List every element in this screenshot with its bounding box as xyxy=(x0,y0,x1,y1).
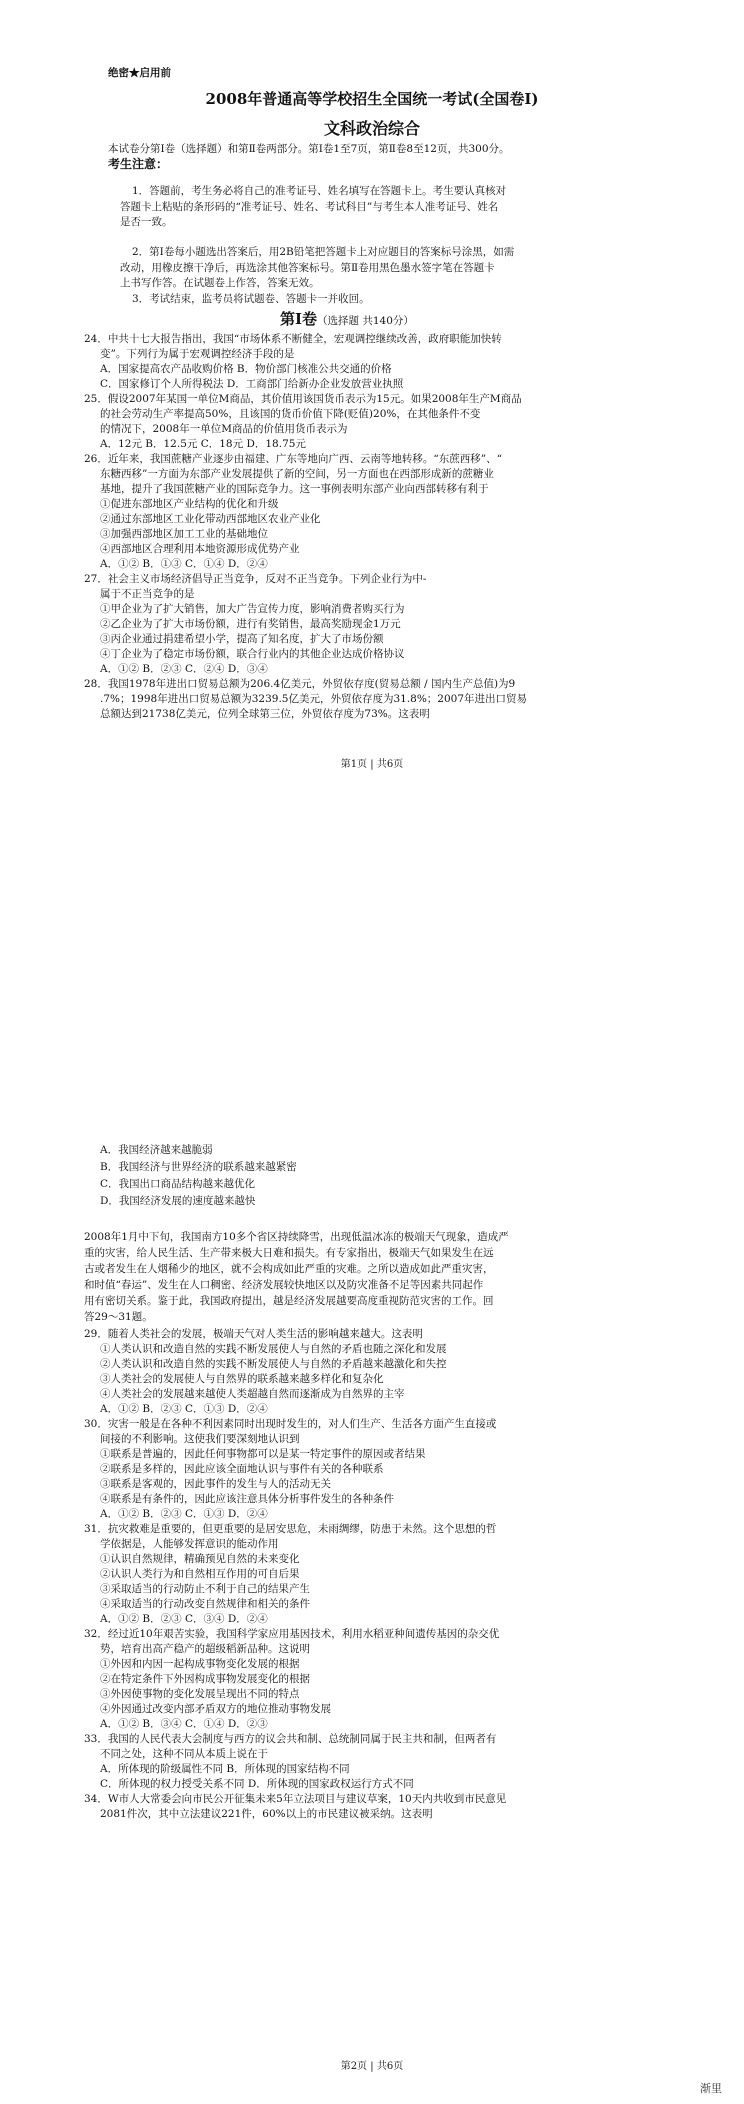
option-line: A．12元 B．12.5元 C．18元 D．18.75元 xyxy=(100,438,306,450)
question-line: 31．抗灾救难是重要的，但更重要的是居安思危，未雨绸缪，防患于未然。这个思想的哲 xyxy=(84,1523,497,1535)
choice-line: ①外因和内因一起构成事物变化发展的根据 xyxy=(100,1658,300,1670)
choice-line: ③人类社会的发展使人与自然界的联系越来越多样化和复杂化 xyxy=(100,1373,384,1385)
choice-line: ②人类认识和改造自然的实践不断发展使人与自然的矛盾越来越激化和失控 xyxy=(100,1358,447,1370)
choice-line: ②在特定条件下外因构成事物发展变化的根据 xyxy=(100,1673,310,1685)
question-line: 25．假设2007年某国一单位M商品，其价值用该国货币表示为15元。如果2008年生产M商品 xyxy=(84,393,522,405)
choice-line: ③加强西部地区加工工业的基础地位 xyxy=(100,528,268,540)
choice-line: ②认识人类行为和自然相互作用的可自后果 xyxy=(100,1568,300,1580)
question-line: 间接的不利影响。这使我们要深刻地认识到 xyxy=(100,1433,300,1445)
choice-line: ④外因通过改变内部矛盾双方的地位推动事物发展 xyxy=(100,1703,331,1715)
question-line: 34．W市人大常委会向市民公开征集未来5年立法项目与建议草案，10天内共收到市民意见 xyxy=(84,1793,507,1805)
passage-line: 和时值“春运”、发生在人口稠密、经济发展较快地区以及防灾准备不足等因素共同起作 xyxy=(84,1279,484,1291)
choice-line: ①人类认识和改造自然的实践不断发展使人与自然的矛盾也随之深化和发展 xyxy=(100,1343,447,1355)
question-line: 基地，提升了我国蔗糖产业的国际竞争力。这一事例表明东部产业向西部转移有利于 xyxy=(100,483,489,495)
option-line: C．我国出口商品结构越来越优化 xyxy=(100,1178,256,1190)
option-line: A．①② B．②③ C．①③ D．②④ xyxy=(100,1403,268,1415)
choice-line: ①促进东部地区产业结构的优化和升级 xyxy=(100,498,279,510)
page-1 xyxy=(0,0,744,1050)
choice-line: ④西部地区合理利用本地资源形成优势产业 xyxy=(100,543,300,555)
passage-line: 古或者发生在人烟稀少的地区，就不会构成如此严重的灾难。之所以造成如此严重灾害， xyxy=(84,1263,494,1275)
secret-label: 绝密★启用前 xyxy=(108,67,171,79)
page-2 xyxy=(0,1050,744,2104)
question-line: 30．灾害一般是在各种不利因素同时出现时发生的，对人们生产、生活各方面产生直接或 xyxy=(84,1418,497,1430)
question-line: 东糖西移”一方面为东部产业发展提供了新的空间，另一方面也在西部形成新的蔗糖业 xyxy=(100,468,494,480)
choice-line: ④人类社会的发展越来越使人类超越自然而逐渐成为自然界的主宰 xyxy=(100,1388,405,1400)
question-line: 学依据是，人能够发挥意识的能动作用 xyxy=(100,1538,279,1550)
question-line: 29．随着人类社会的发展，极端天气对人类生活的影响越来越大。这表明 xyxy=(84,1328,423,1340)
passage-line: 答29～31题。 xyxy=(84,1311,153,1323)
corner-mark: 渐里 xyxy=(700,2082,722,2095)
choice-line: ③外因使事物的变化发展呈现出不同的特点 xyxy=(100,1688,300,1700)
choice-line: ④联系是有条件的，因此应该注意具体分析事件发生的各种条件 xyxy=(100,1493,394,1505)
exam-subtitle: 文科政治综合 xyxy=(323,119,420,138)
notice-line: 上书写作答。在试题卷上作答，答案无效。 xyxy=(120,277,320,289)
option-line: A．我国经济越来越脆弱 xyxy=(100,1144,213,1156)
question-line: 28．我国1978年进出口贸易总额为206.4亿美元，外贸依存度(贸易总额 / 国内生产总值)为9 xyxy=(84,678,516,690)
question-line: 的情况下，2008年一单位M商品的价值用货币表示为 xyxy=(100,423,348,435)
choice-line: ③采取适当的行动防止不利于自己的结果产生 xyxy=(100,1583,310,1595)
question-line: 不同之处，这种不同从本质上说在于 xyxy=(100,1748,268,1760)
passage-line: 用有密切关系。鉴于此，我国政府提出，越是经济发展越要高度重视防范灾害的工作。回 xyxy=(84,1295,494,1307)
choice-line: ①甲企业为了扩大销售，加大广告宣传力度，影响消费者购买行为 xyxy=(100,603,405,615)
notice-label: 考生注意： xyxy=(108,157,169,171)
choice-line: ①联系是普遍的，因此任何事物都可以是某一特定事件的原因或者结果 xyxy=(100,1448,426,1460)
option-line: A．①② B．②③ C．②④ D．③④ xyxy=(100,663,268,675)
question-line: 33．我国的人民代表大会制度与西方的议会共和制、总统制同属于民主共和制，但两者有 xyxy=(84,1733,497,1745)
option-line: A．①② B．①③ C．①④ D．②④ xyxy=(100,558,268,570)
notice-line: 改动，用橡皮擦干净后，再选涂其他答案标号。第Ⅱ卷用黑色墨水签字笔在答题卡 xyxy=(120,262,495,274)
notice-line: 是否一致。 xyxy=(120,216,173,228)
section-title-sub: （选择题 共140分） xyxy=(317,315,414,327)
passage-line: 2008年1月中下旬，我国南方10多个省区持续降雪，出现低温冰冻的极端天气现象，造成严 xyxy=(84,1231,509,1243)
question-line: 24．中共十七大报告指出，我国“市场体系不断健全，宏观调控继续改善，政府职能加快转 xyxy=(84,333,502,345)
page-footer: 第2页 | 共6页 xyxy=(340,2061,404,2072)
option-line: C．国家修订个人所得税法 D．工商部门给新办企业发放营业执照 xyxy=(100,378,404,390)
exam-title: 2008年普通高等学校招生全国统一考试(全国卷Ⅰ) xyxy=(205,90,539,108)
notice-line: 答题卡上粘贴的条形码的“准考证号、姓名、考试科目”与考生本人准考证号、姓名 xyxy=(120,201,499,213)
option-line: B．我国经济与世界经济的联系越来越紧密 xyxy=(100,1161,297,1173)
question-line: 变”。下列行为属于宏观调控经济手段的是 xyxy=(100,348,295,360)
question-line: 的社会劳动生产率提高50%，且该国的货币价值下降(贬值)20%，在其他条件不变 xyxy=(100,408,481,420)
exam-intro: 本试卷分第Ⅰ卷（选择题）和第Ⅱ卷两部分。第Ⅰ卷1至7页，第Ⅱ卷8至12页，共300分。 xyxy=(108,143,510,155)
question-line: 26．近年来，我国蔗糖产业逐步由福建、广东等地向广西、云南等地转移。“东蔗西移”、“ xyxy=(84,453,502,465)
section-title-main: 第Ⅰ卷 xyxy=(280,310,318,328)
notice-line: 1．答题前，考生务必将自己的准考证号、姓名填写在答题卡上。考生要认真核对 xyxy=(132,185,507,197)
choice-line: ②乙企业为了扩大市场份额，进行有奖销售，最高奖励现金1万元 xyxy=(100,618,401,630)
option-line: A．所体现的阶级属性不同 B．所体现的国家结构不同 xyxy=(100,1763,350,1775)
option-line: A．国家提高农产品收购价格 B．物价部门核准公共交通的价格 xyxy=(100,363,392,375)
option-line: A．①② B．③④ C．①④ D．②③ xyxy=(100,1718,268,1730)
choice-line: ②通过东部地区工业化带动西部地区农业产业化 xyxy=(100,513,321,525)
choice-line: ③丙企业通过捐建希望小学，提高了知名度，扩大了市场份额 xyxy=(100,633,384,645)
option-line: A．①② B．②③ C．①③ D．②④ xyxy=(100,1508,268,1520)
question-line: 2081件次，其中立法建议221件，60%以上的市民建议被采纳。这表明 xyxy=(100,1808,433,1820)
notice-line: 2．第Ⅰ卷每小题选出答案后，用2B铅笔把答题卡上对应题目的答案标号涂黑，如需 xyxy=(132,246,515,258)
question-line: 势，培育出高产稳产的超级稻新品种。这说明 xyxy=(100,1643,310,1655)
question-line: 总额达到21738亿美元，位列全球第三位，外贸依存度为73%。这表明 xyxy=(100,708,430,720)
choice-line: ①认识自然规律，精确预见自然的未来变化 xyxy=(100,1553,300,1565)
choice-line: ④采取适当的行动改变自然规律和相关的条件 xyxy=(100,1598,310,1610)
passage-line: 重的灾害，给人民生活、生产带来极大日难和损失。有专家指出，极端天气如果发生在远 xyxy=(84,1247,494,1259)
page-footer: 第1页 | 共6页 xyxy=(340,759,404,770)
notice-line: 3．考试结束，监考员将试题卷、答题卡一并收回。 xyxy=(132,293,370,305)
question-line: 属于不正当竞争的是 xyxy=(100,588,195,600)
question-line: 27．社会主义市场经济倡导正当竞争，反对不正当竞争。下列企业行为中- xyxy=(84,573,427,585)
choice-line: ②联系是多样的，因此应该全面地认识与事件有关的各种联系 xyxy=(100,1463,384,1475)
question-line: 32．经过近10年艰苦实验，我国科学家应用基因技术，利用水稻亚种间遗传基因的杂交优 xyxy=(84,1628,500,1640)
option-line: C．所体现的权力授受关系不同 D．所体现的国家政权运行方式不同 xyxy=(100,1778,414,1790)
choice-line: ③联系是客观的，因此事件的发生与人的活动无关 xyxy=(100,1478,331,1490)
option-line: A．①② B．②③ C．③④ D．②④ xyxy=(100,1613,268,1625)
choice-line: ④丁企业为了稳定市场份额，联合行业内的其他企业达成价格协议 xyxy=(100,648,405,660)
question-line: .7%；1998年进出口贸易总额为3239.5亿美元，外贸依存度为31.8%；2007年进出口贸易 xyxy=(100,693,528,705)
section-title xyxy=(280,309,414,331)
option-line: D．我国经济发展的速度越来越快 xyxy=(100,1195,256,1207)
